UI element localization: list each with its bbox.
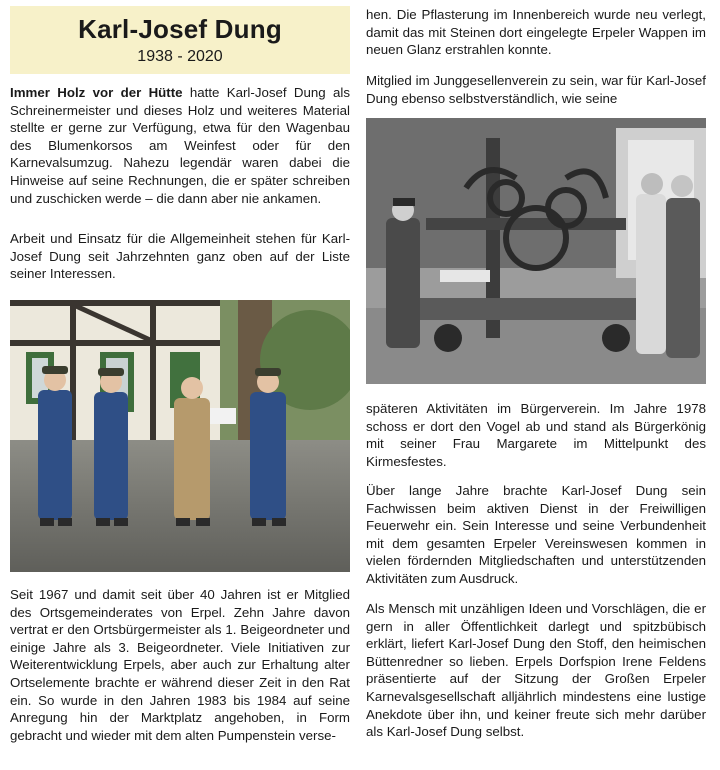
paragraph-citizens-club: späteren Aktivitäten im Bürgerverein. Im Jahre 1978 schoss er dort den Vogel ab und stand als Bürgerkönig mit seiner Frau Margarete im Mittelpunkt des Kirmesfestes. xyxy=(366,401,706,469)
title-box xyxy=(10,6,350,74)
paragraph-commitment: Arbeit und Einsatz für die Allgemeinheit stehen für Karl-Josef Dung seit Jahrzehnten ganz oben auf der Liste seiner Interessen. xyxy=(10,231,350,282)
person-name: Karl-Josef Dung xyxy=(78,14,282,44)
paragraph-fire-brigade: Über lange Jahre brachte Karl-Josef Dung sein Fachwissen beim aktiven Dienst in der Freiwilligen Feuerwehr ein. Sein Interesse und seine Verbundenheit mit dem gesamten Erpeler Vereinswesen kommen in vielen fördernden Mitgliedschaften und unterstützenden Aktivitäten zum Ausdruck. xyxy=(366,483,706,586)
paragraph-council: Seit 1967 und damit seit über 40 Jahren ist er Mitglied des Ortsgemeinderates von Erpel. Zehn Jahre davon vertrat er den Ortsbürgermeister als 1. Beigeordneter und einige Jahre als 3. Beigeordneter. Viele Initiativen zur Weiterentwicklung Erpels, aber auch zur Erhaltung alter Ortselemente brachte er während dieser Zeit in den Rat ein. So wurde in den Jahren 1983 bis 1984 auf seine Anregung hin der Marktplatz angehoben, in Form gebracht und wieder mit dem alten Pumpenstein verse- xyxy=(10,587,350,743)
photo-workshop-machine xyxy=(366,118,706,384)
photo-illustration xyxy=(10,300,350,572)
photo-four-men-street xyxy=(10,300,350,572)
intro-text: hatte Karl-Josef Dung als Schreinermeister und dieses Holz und weiteres Material stellte er gerne zur Verfügung, etwa für den Wagenbau des Blumenkorsos am Weinfest oder für den Karnevalsumzug. Nahezu legendär waren dabei die Hinweise auf seine Rechnungen, die er später schreiben und zuschicken werde – die dann aber nie ankamen. xyxy=(10,85,350,206)
paragraph-intro xyxy=(10,84,350,207)
paragraph-paving: hen. Die Pflasterung im Innenbereich wurde neu verlegt, damit das mit Steinen dort eingelegte Erpeler Wappen im neuen Glanz erstrahlen konnte. xyxy=(366,7,706,58)
lead-phrase: Immer Holz vor der Hütte xyxy=(10,85,183,100)
life-years: 1938 - 2020 xyxy=(137,48,223,65)
paragraph-carnival: Als Mensch mit unzähligen Ideen und Vorschlägen, die er gern in aller Öffentlichkeit darlegt und spitzbübisch erklärt, liefert Karl-Josef Dung den Stoff, den heimischen Büttenredner so lieben. Erpels Dorfspion Irene Feldens präsentierte auf der Sitzung der Großen Erpeler Karnevalsgesellschaft alljährlich mindestens eine lustige Anekdote über ihn, und keiner freute sich mehr darüber als Karl-Josef Dung selbst. xyxy=(366,601,706,740)
photo-illustration xyxy=(366,118,706,384)
paragraph-bachelors: Mitglied im Junggesellenverein zu sein, war für Karl-Josef Dung ebenso selbstverständlich, wie seine xyxy=(366,73,706,106)
